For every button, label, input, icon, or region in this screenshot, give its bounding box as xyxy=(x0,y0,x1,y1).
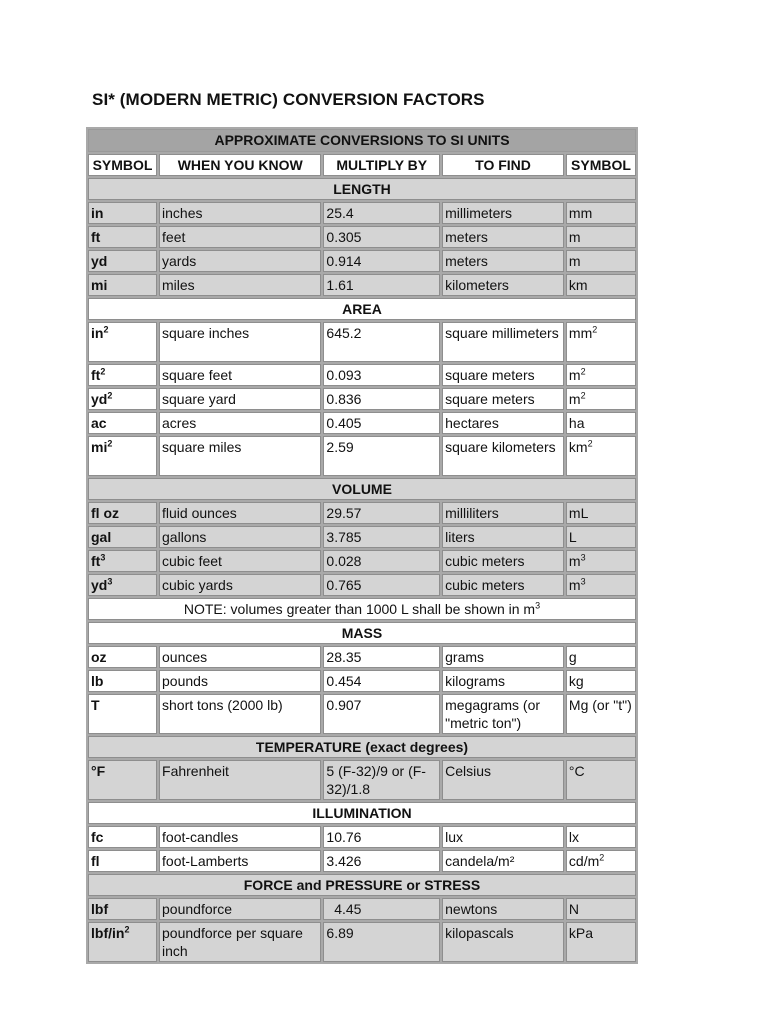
result-symbol-text: m xyxy=(568,253,581,269)
cell-when-you-know: foot-candles xyxy=(159,826,321,848)
cell-multiply-by: 10.76 xyxy=(323,826,440,848)
cell-when-you-know: short tons (2000 lb) xyxy=(159,694,321,734)
cell-result-symbol xyxy=(566,412,636,434)
result-symbol-text: km xyxy=(568,439,588,455)
cell-multiply-by: 1.61 xyxy=(323,274,440,296)
result-symbol-text: cd/m xyxy=(568,853,600,869)
cell-multiply-by: 29.57 xyxy=(323,502,440,524)
symbol-text: T xyxy=(91,697,100,713)
symbol-exponent: 3 xyxy=(107,576,113,587)
section-title: ILLUMINATION xyxy=(88,802,636,824)
cell-result-symbol xyxy=(566,694,636,734)
symbol-exponent: 2 xyxy=(107,438,113,449)
symbol-text: lbf xyxy=(91,901,109,917)
result-symbol-text: g xyxy=(568,649,577,665)
section-header-row xyxy=(88,622,636,644)
result-symbol-text: ha xyxy=(568,415,585,431)
symbol-exponent: 2 xyxy=(103,324,109,335)
symbol-exponent: 2 xyxy=(124,924,130,935)
conversion-table xyxy=(86,127,638,964)
result-symbol-text: kg xyxy=(568,673,584,689)
cell-when-you-know: square miles xyxy=(159,436,321,476)
cell-to-find: megagrams (or "metric ton") xyxy=(442,694,564,734)
table-row xyxy=(88,826,636,848)
cell-result-symbol xyxy=(566,322,636,362)
cell-result-symbol xyxy=(566,670,636,692)
table-row xyxy=(88,436,636,476)
cell-when-you-know: feet xyxy=(159,226,321,248)
result-exponent: 2 xyxy=(592,324,598,335)
cell-to-find: square millimeters xyxy=(442,322,564,362)
note-text: NOTE: volumes greater than 1000 L shall be shown in m xyxy=(183,601,536,617)
cell-to-find: cubic meters xyxy=(442,574,564,596)
cell-symbol xyxy=(88,364,157,386)
cell-result-symbol xyxy=(566,646,636,668)
symbol-text: in xyxy=(91,325,104,341)
table-row xyxy=(88,670,636,692)
cell-symbol xyxy=(88,670,157,692)
table-row xyxy=(88,574,636,596)
symbol-exponent: 2 xyxy=(107,390,113,401)
symbol-text: ft xyxy=(91,553,101,569)
symbol-text: gal xyxy=(91,529,112,545)
cell-when-you-know: pounds xyxy=(159,670,321,692)
cell-symbol xyxy=(88,646,157,668)
table-row xyxy=(88,202,636,224)
cell-symbol xyxy=(88,826,157,848)
table-row xyxy=(88,694,636,734)
result-symbol-text: m xyxy=(568,367,581,383)
table-row xyxy=(88,274,636,296)
result-exponent: 2 xyxy=(587,438,593,449)
section-header-row xyxy=(88,802,636,824)
table-row xyxy=(88,250,636,272)
symbol-text: fl oz xyxy=(91,505,119,521)
column-header-result-symbol: SYMBOL xyxy=(566,154,636,176)
cell-multiply-by: 0.093 xyxy=(323,364,440,386)
cell-result-symbol xyxy=(566,274,636,296)
cell-multiply-by: 0.914 xyxy=(323,250,440,272)
result-symbol-text: N xyxy=(568,901,580,917)
result-symbol-text: m xyxy=(568,553,581,569)
table-row xyxy=(88,760,636,800)
cell-symbol xyxy=(88,850,157,872)
table-body xyxy=(88,178,636,962)
cell-symbol xyxy=(88,388,157,410)
cell-symbol xyxy=(88,322,157,362)
cell-to-find: millimeters xyxy=(442,202,564,224)
cell-multiply-by: 0.305 xyxy=(323,226,440,248)
cell-multiply-by: 2.59 xyxy=(323,436,440,476)
symbol-text: ft xyxy=(91,367,101,383)
cell-multiply-by: 0.907 xyxy=(323,694,440,734)
result-symbol-text: L xyxy=(568,529,577,545)
table-row xyxy=(88,226,636,248)
cell-when-you-know: gallons xyxy=(159,526,321,548)
cell-result-symbol xyxy=(566,850,636,872)
result-exponent: 2 xyxy=(580,366,586,377)
result-symbol-text: m xyxy=(568,229,581,245)
cell-result-symbol xyxy=(566,436,636,476)
section-title: FORCE and PRESSURE or STRESS xyxy=(88,874,636,896)
symbol-text: fc xyxy=(91,829,104,845)
cell-symbol xyxy=(88,226,157,248)
column-header-when-you-know: WHEN YOU KNOW xyxy=(159,154,321,176)
cell-multiply-by: 0.405 xyxy=(323,412,440,434)
cell-symbol xyxy=(88,412,157,434)
cell-symbol xyxy=(88,760,157,800)
symbol-text: yd xyxy=(91,253,108,269)
symbol-text: fl xyxy=(91,853,100,869)
page-title: SI* (MODERN METRIC) CONVERSION FACTORS xyxy=(92,90,485,109)
cell-result-symbol xyxy=(566,898,636,920)
symbol-text: ac xyxy=(91,415,107,431)
result-exponent: 2 xyxy=(599,852,605,863)
cell-result-symbol xyxy=(566,250,636,272)
section-title: TEMPERATURE (exact degrees) xyxy=(88,736,636,758)
result-exponent: 3 xyxy=(580,552,586,563)
cell-to-find: kilograms xyxy=(442,670,564,692)
note-exponent: 3 xyxy=(535,600,541,611)
result-symbol-text: Mg (or "t") xyxy=(568,697,632,713)
symbol-exponent: 2 xyxy=(100,366,106,377)
cell-to-find: Celsius xyxy=(442,760,564,800)
table-row xyxy=(88,526,636,548)
result-symbol-text: m xyxy=(568,391,581,407)
cell-when-you-know: poundforce xyxy=(159,898,321,920)
cell-multiply-by: 3.785 xyxy=(323,526,440,548)
cell-when-you-know: acres xyxy=(159,412,321,434)
symbol-text: °F xyxy=(91,763,106,779)
column-header-multiply-by: MULTIPLY BY xyxy=(323,154,440,176)
cell-symbol xyxy=(88,694,157,734)
section-header-row xyxy=(88,478,636,500)
cell-when-you-know: cubic yards xyxy=(159,574,321,596)
table-row xyxy=(88,322,636,362)
symbol-exponent: 3 xyxy=(100,552,106,563)
cell-symbol xyxy=(88,274,157,296)
cell-result-symbol xyxy=(566,526,636,548)
cell-multiply-by: 28.35 xyxy=(323,646,440,668)
cell-multiply-by: 0.028 xyxy=(323,550,440,572)
column-header-symbol: SYMBOL xyxy=(88,154,157,176)
cell-to-find: milliliters xyxy=(442,502,564,524)
cell-to-find: square kilometers xyxy=(442,436,564,476)
cell-result-symbol xyxy=(566,388,636,410)
cell-to-find: meters xyxy=(442,250,564,272)
cell-when-you-know: miles xyxy=(159,274,321,296)
cell-result-symbol xyxy=(566,502,636,524)
symbol-text: lb xyxy=(91,673,104,689)
section-title: AREA xyxy=(88,298,636,320)
cell-to-find: square meters xyxy=(442,364,564,386)
cell-when-you-know: foot-Lamberts xyxy=(159,850,321,872)
symbol-text: mi xyxy=(91,439,108,455)
cell-symbol xyxy=(88,436,157,476)
result-symbol-text: km xyxy=(568,277,588,293)
column-header-to-find: TO FIND xyxy=(442,154,564,176)
section-title: MASS xyxy=(88,622,636,644)
cell-multiply-by: 25.4 xyxy=(323,202,440,224)
section-header-row xyxy=(88,298,636,320)
cell-symbol xyxy=(88,502,157,524)
cell-symbol xyxy=(88,550,157,572)
symbol-text: oz xyxy=(91,649,107,665)
section-title: LENGTH xyxy=(88,178,636,200)
result-symbol-text: lx xyxy=(568,829,580,845)
cell-when-you-know: cubic feet xyxy=(159,550,321,572)
cell-result-symbol xyxy=(566,574,636,596)
section-title: VOLUME xyxy=(88,478,636,500)
cell-when-you-know: ounces xyxy=(159,646,321,668)
cell-to-find: hectares xyxy=(442,412,564,434)
cell-multiply-by: 3.426 xyxy=(323,850,440,872)
cell-result-symbol xyxy=(566,364,636,386)
symbol-text: ft xyxy=(91,229,101,245)
section-header-row xyxy=(88,874,636,896)
symbol-text: lbf/in xyxy=(91,925,125,941)
cell-to-find: candela/m² xyxy=(442,850,564,872)
cell-to-find: cubic meters xyxy=(442,550,564,572)
symbol-text: mi xyxy=(91,277,108,293)
cell-result-symbol xyxy=(566,202,636,224)
note-text-cell xyxy=(88,598,636,620)
cell-multiply-by: 645.2 xyxy=(323,322,440,362)
table-row xyxy=(88,388,636,410)
cell-symbol xyxy=(88,898,157,920)
cell-to-find: lux xyxy=(442,826,564,848)
cell-result-symbol xyxy=(566,826,636,848)
section-header-row xyxy=(88,178,636,200)
cell-symbol xyxy=(88,526,157,548)
cell-symbol xyxy=(88,250,157,272)
cell-when-you-know: inches xyxy=(159,202,321,224)
table-row xyxy=(88,364,636,386)
cell-multiply-by: 5 (F-32)/9 or (F-32)/1.8 xyxy=(323,760,440,800)
note-row xyxy=(88,598,636,620)
cell-to-find: grams xyxy=(442,646,564,668)
cell-to-find: kilometers xyxy=(442,274,564,296)
cell-multiply-by: 0.454 xyxy=(323,670,440,692)
cell-to-find: newtons xyxy=(442,898,564,920)
cell-multiply-by: 0.836 xyxy=(323,388,440,410)
table-row xyxy=(88,922,636,962)
table-row xyxy=(88,550,636,572)
cell-when-you-know: Fahrenheit xyxy=(159,760,321,800)
result-symbol-text: °C xyxy=(568,763,585,779)
cell-multiply-by: 6.89 xyxy=(323,922,440,962)
cell-to-find: square meters xyxy=(442,388,564,410)
result-symbol-text: mm xyxy=(568,205,593,221)
table-row xyxy=(88,412,636,434)
cell-when-you-know: square yard xyxy=(159,388,321,410)
cell-when-you-know: fluid ounces xyxy=(159,502,321,524)
result-exponent: 3 xyxy=(580,576,586,587)
table-main-header: APPROXIMATE CONVERSIONS TO SI UNITS xyxy=(88,129,636,152)
cell-when-you-know: square feet xyxy=(159,364,321,386)
symbol-text: in xyxy=(91,205,104,221)
table-row xyxy=(88,898,636,920)
cell-to-find: kilopascals xyxy=(442,922,564,962)
result-symbol-text: mL xyxy=(568,505,589,521)
result-exponent: 2 xyxy=(580,390,586,401)
cell-symbol xyxy=(88,922,157,962)
result-symbol-text: m xyxy=(568,577,581,593)
section-header-row xyxy=(88,736,636,758)
cell-when-you-know: square inches xyxy=(159,322,321,362)
cell-result-symbol xyxy=(566,550,636,572)
cell-symbol xyxy=(88,202,157,224)
cell-result-symbol xyxy=(566,226,636,248)
cell-symbol xyxy=(88,574,157,596)
cell-multiply-by: 4.45 xyxy=(323,898,440,920)
result-symbol-text: kPa xyxy=(568,925,594,941)
symbol-text: yd xyxy=(91,577,108,593)
table-row xyxy=(88,850,636,872)
table-row xyxy=(88,502,636,524)
cell-result-symbol xyxy=(566,760,636,800)
cell-when-you-know: poundforce per square inch xyxy=(159,922,321,962)
symbol-text: yd xyxy=(91,391,108,407)
cell-when-you-know: yards xyxy=(159,250,321,272)
result-symbol-text: mm xyxy=(568,325,593,341)
cell-multiply-by: 0.765 xyxy=(323,574,440,596)
cell-to-find: liters xyxy=(442,526,564,548)
cell-result-symbol xyxy=(566,922,636,962)
cell-to-find: meters xyxy=(442,226,564,248)
table-row xyxy=(88,646,636,668)
